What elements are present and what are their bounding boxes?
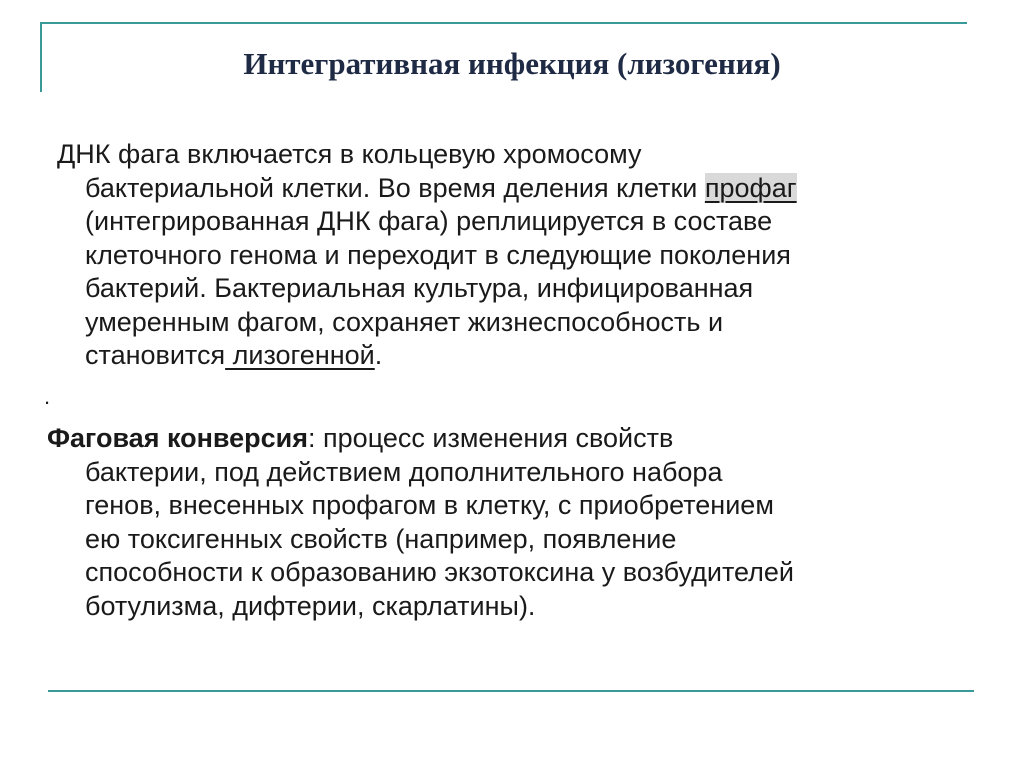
para1-line-text: бактериальной клетки. Во время деления клетки	[85, 172, 705, 203]
para2-line: генов, внесенных профагом в клетку, с приобретением	[85, 490, 774, 520]
para2-line: ею токсигенных свойств (например, появление	[85, 523, 677, 554]
phage-conversion-term: Фаговая конверсия	[47, 423, 309, 453]
para2-line: способности к образованию экзотоксина у возбудителей	[85, 557, 794, 587]
para2-line: ботулизма, дифтерии, скарлатины).	[85, 590, 536, 621]
separator-dot: .	[44, 384, 51, 409]
para1-line: умеренным фагом, сохраняет жизнеспособность и	[85, 306, 724, 337]
para1-line: клеточного генома и переходит в следующие поколения	[85, 239, 791, 270]
para1-line: ДНК фага включается в кольцевую хромосому	[57, 139, 642, 169]
bottom-divider	[48, 690, 974, 692]
para1-line	[85, 339, 1005, 373]
para1-line	[85, 172, 1005, 206]
para1-line: бактерий. Бактериальная культура, инфицированная	[85, 273, 754, 303]
para1-line-end: .	[374, 340, 383, 370]
para1-line-text: становится	[85, 340, 226, 370]
slide-title: Интегративная инфекция (лизогения)	[243, 46, 781, 81]
top-divider	[40, 22, 967, 24]
prophage-link[interactable]: профаг	[704, 172, 797, 203]
lysogenic-link[interactable]: лизогенной	[225, 340, 375, 370]
para2-line-text: : процесс изменения свойств	[308, 423, 674, 453]
para2-line	[47, 422, 1005, 456]
paragraph-integration	[57, 138, 1005, 373]
paragraph-phage-conversion	[47, 422, 1005, 623]
para1-line: (интегрированная ДНК фага) реплицируется в составе	[85, 206, 773, 236]
para2-line: бактерии, под действием дополнительного набора	[85, 456, 723, 487]
